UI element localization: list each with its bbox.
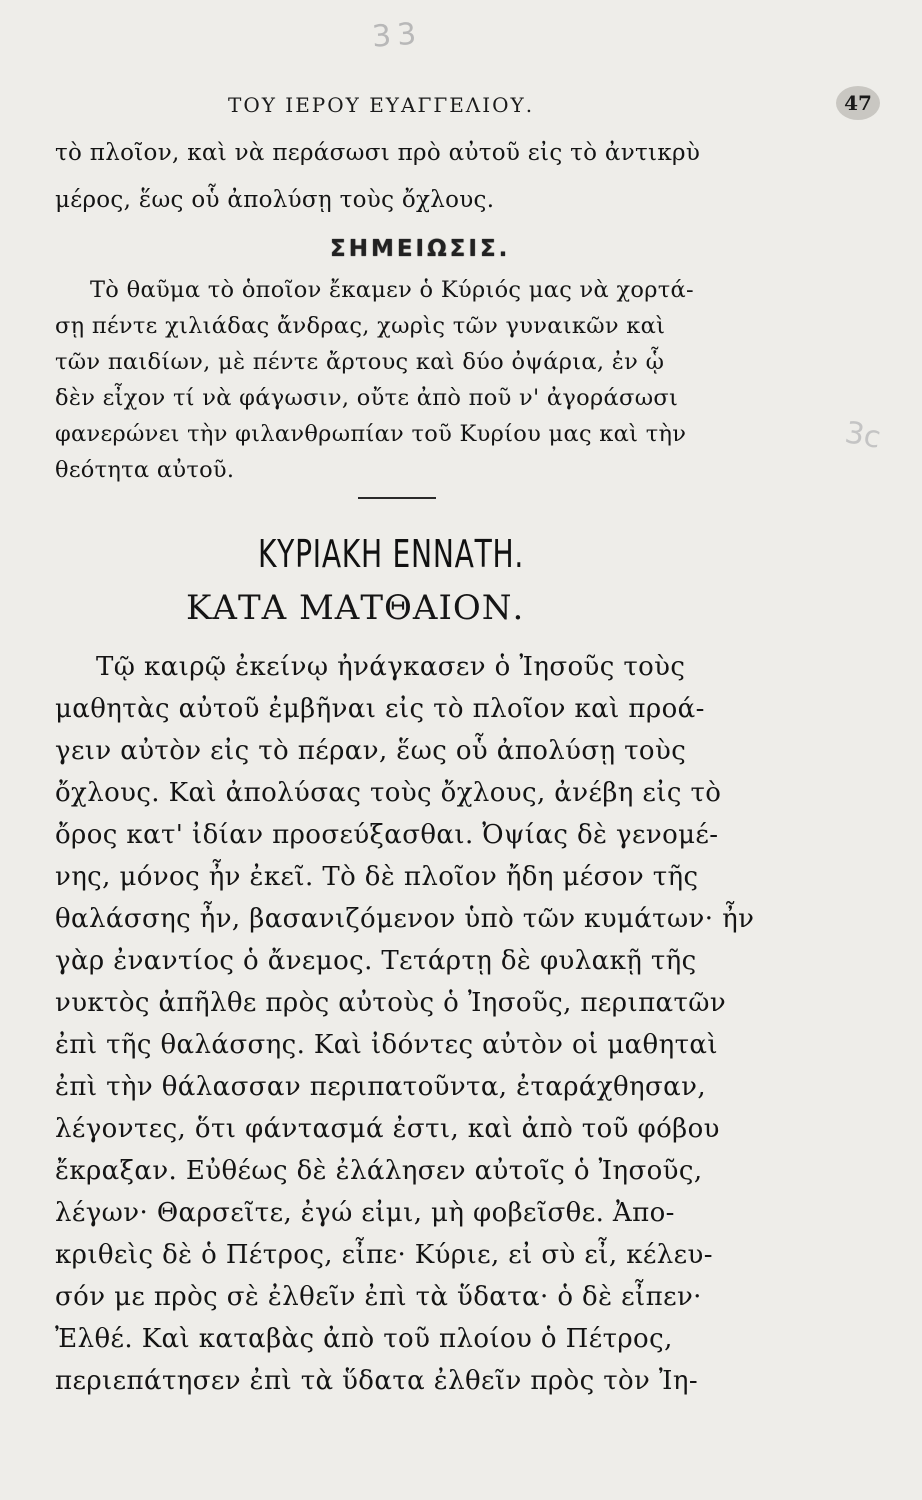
text-line: λέγοντες, ὅτι φάντασμά ἐστι, καὶ ἀπὸ τοῦ φόβου	[55, 1114, 720, 1144]
text-line: θεότητα αὐτοῦ.	[55, 457, 235, 483]
text-line: κριθεὶς δὲ ὁ Πέτρος, εἶπε· Κύριε, εἰ σὺ εἶ, κέλευ-	[55, 1240, 713, 1270]
text-line: γειν αὐτὸν εἰς τὸ πέραν, ἕως οὗ ἀπολύσῃ τοὺς	[55, 736, 687, 766]
pencil-annotation-top: 33	[370, 16, 424, 55]
text-line: φανερώνει τὴν φιλανθρωπίαν τοῦ Κυρίου μας καὶ τὴν	[55, 421, 687, 447]
pencil-annotation-margin: 3c	[842, 415, 884, 456]
running-head: ΤΟΥ ΙΕΡΟΥ ΕΥΑΓΓΕΛΙΟΥ.	[228, 93, 535, 117]
text-line: περιεπάτησεν ἐπὶ τὰ ὕδατα ἐλθεῖν πρὸς τὸν Ἰη-	[55, 1366, 699, 1396]
gospel-title: ΚΑΤΑ ΜΑΤΘΑΙΟΝ.	[186, 588, 525, 628]
text-line: ἔκραξαν. Εὐθέως δὲ ἐλάλησεν αὐτοῖς ὁ Ἰησοῦς,	[55, 1156, 703, 1186]
text-line: νης, μόνος ἦν ἐκεῖ. Τὸ δὲ πλοῖον ἤδη μέσον τῆς	[55, 862, 699, 892]
text-line: Ἐλθέ. Καὶ καταβὰς ἀπὸ τοῦ πλοίου ὁ Πέτρος,	[55, 1324, 673, 1354]
notes-heading: ΣΗΜΕΙΩΣΙΣ.	[330, 236, 511, 262]
text-line: νυκτὸς ἀπῆλθε πρὸς αὐτοὺς ὁ Ἰησοῦς, περιπατῶν	[55, 988, 727, 1018]
text-line: ἐπὶ τῆς θαλάσσης. Καὶ ἰδόντες αὐτὸν οἱ μαθηταὶ	[55, 1030, 718, 1060]
text-line: μαθητὰς αὐτοῦ ἐμβῆναι εἰς τὸ πλοῖον καὶ προά-	[55, 694, 705, 724]
section-divider	[358, 497, 436, 499]
sunday-title: ΚΥΡΙΑΚΗ ΕΝΝΑΤΗ.	[258, 532, 525, 576]
text-line: ὄρος κατ' ἰδίαν προσεύξασθαι. Ὀψίας δὲ γενομέ-	[55, 820, 719, 850]
text-line: ἐπὶ τὴν θάλασσαν περιπατοῦντα, ἐταράχθησαν,	[55, 1072, 707, 1102]
text-line: σῃ πέντε χιλιάδας ἄνδρας, χωρὶς τῶν γυναικῶν καὶ	[55, 313, 666, 339]
text-line: θαλάσσης ἦν, βασανιζόμενον ὑπὸ τῶν κυμάτων· ἦν	[55, 904, 755, 934]
page-number: 47	[836, 86, 880, 120]
text-line: γὰρ ἐναντίος ὁ ἄνεμος. Τετάρτῃ δὲ φυλακῇ τῆς	[55, 946, 697, 976]
text-line: ὄχλους. Καὶ ἀπολύσας τοὺς ὄχλους, ἀνέβη εἰς τὸ	[55, 778, 722, 808]
text-line: Τῷ καιρῷ ἐκείνῳ ἠνάγκασεν ὁ Ἰησοῦς τοὺς	[96, 652, 686, 682]
text-line: μέρος, ἕως οὗ ἀπολύσῃ τοὺς ὄχλους.	[55, 187, 495, 213]
text-line: τῶν παιδίων, μὲ πέντε ἄρτους καὶ δύο ὀψάρια, ἐν ᾧ	[55, 349, 665, 375]
text-line: δὲν εἶχον τί νὰ φάγωσιν, οὔτε ἀπὸ ποῦ ν' ἀγοράσωσι	[55, 385, 679, 411]
text-line: σόν με πρὸς σὲ ἐλθεῖν ἐπὶ τὰ ὕδατα· ὁ δὲ εἶπεν·	[55, 1282, 702, 1312]
text-line: λέγων· Θαρσεῖτε, ἐγώ εἰμι, μὴ φοβεῖσθε. Ἀπο-	[55, 1198, 675, 1228]
text-line: Τὸ θαῦμα τὸ ὁποῖον ἔκαμεν ὁ Κύριός μας νὰ χορτά-	[90, 277, 694, 303]
text-line: τὸ πλοῖον, καὶ νὰ περάσωσι πρὸ αὐτοῦ εἰς τὸ ἀντικρὺ	[55, 140, 701, 166]
